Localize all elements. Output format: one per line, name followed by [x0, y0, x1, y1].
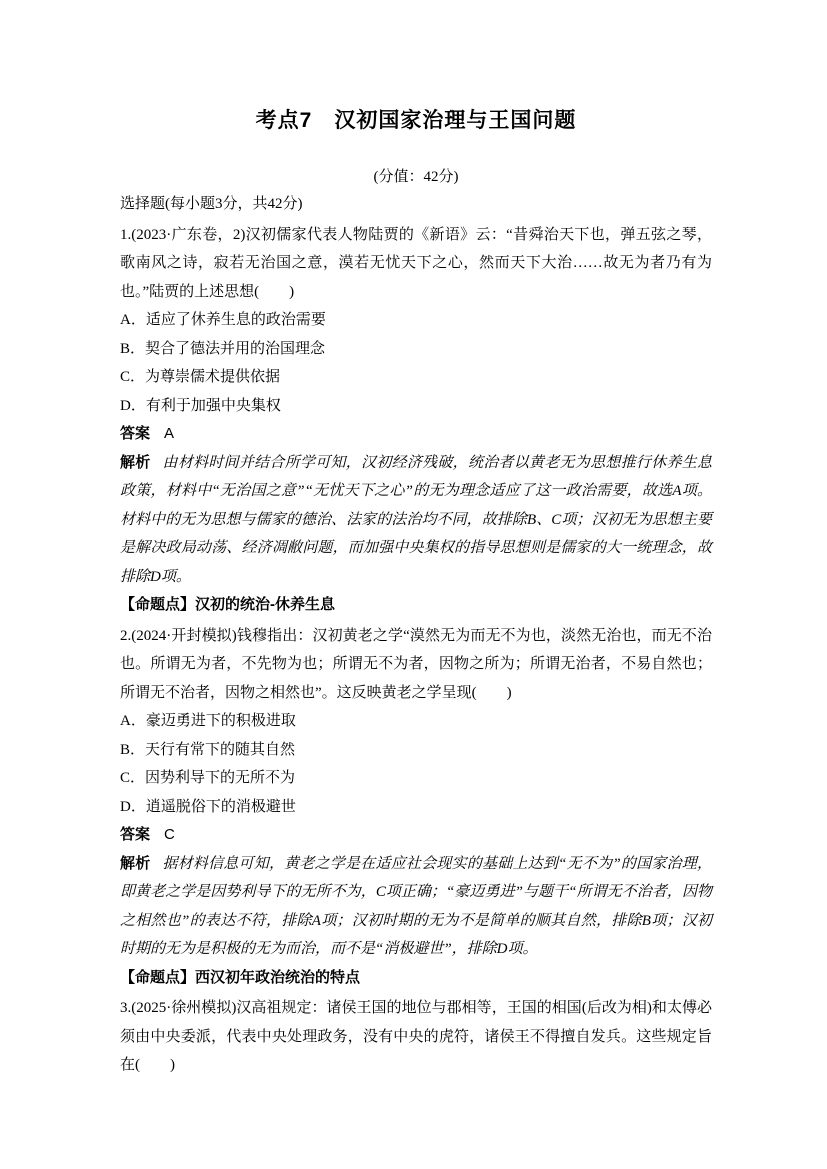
question-1-analysis	[120, 449, 712, 592]
question-1-option-c: C．为尊崇儒术提供依据	[120, 369, 281, 385]
question-block-2	[120, 622, 712, 993]
section-header: 选择题(每小题3分，共42分)	[120, 196, 303, 212]
question-2-point-line	[120, 964, 712, 993]
question-1-option-a: A．适应了休养生息的政治需要	[120, 312, 326, 328]
answer-value: A	[164, 425, 175, 442]
analysis-label: 解析	[120, 854, 151, 872]
answer-label: 答案	[120, 826, 151, 843]
question-1-option-b: B．契合了德法并用的治国理念	[120, 340, 326, 357]
question-2-option-c: C．因势利导下的无所不为	[120, 770, 296, 786]
analysis-text: 据材料信息可知，黄老之学是在适应社会现实的基础上达到“无不为”的国家治理，即黄老之学是因势利导下的无所不为，C项正确；“豪迈勇进”与题干“所谓无不治者，因物之相然也”的表达不符，排除A项；汉初时期的无为不是简单的顺其自然，排除B项；汉初时期的无为是积极的无为而治，而不是“消极避世”，排除D项。	[120, 855, 712, 957]
score-line: (分值：42分)	[373, 169, 459, 185]
page-title: 考点7 汉初国家治理与王国问题	[255, 109, 577, 132]
question-2-option-b: B．天行有常下的随其自然	[120, 741, 296, 758]
question-2-stem: 2.(2024·开封模拟)钱穆指出：汉初黄老之学“漠然无为而无不为也，淡然无治也，而无不治也。所谓无为者，不先物为也；所谓无不为者，因物之所为；所谓无治者，不易自然也；所谓无不治者，因物之相然也”。这反映黄老之学呈现( )	[120, 627, 712, 701]
question-block-1	[120, 221, 712, 620]
question-2-answer-row	[120, 821, 712, 850]
point-text: 汉初的统治-休养生息	[195, 596, 336, 613]
analysis-label: 解析	[120, 453, 151, 471]
question-2-option-a: A．豪迈勇进下的积极进取	[120, 713, 296, 729]
analysis-text: 由材料时间并结合所学可知，汉初经济残破，统治者以黄老无为思想推行休养生息政策，材料中“无治国之意”“无忧天下之心”的无为理念适应了这一政治需要，故选A项。材料中的无为思想与儒家的德治、法家的法治均不同，故排除B、C项；汉初无为思想主要是解决政局动荡、经济凋敝问题，而加强中央集权的指导思想则是儒家的大一统理念，故排除D项。	[120, 454, 712, 585]
question-1-option-d: D．有利于加强中央集权	[120, 397, 281, 414]
point-label: 【命题点】	[120, 596, 196, 613]
point-label: 【命题点】	[120, 968, 196, 986]
answer-value: C	[164, 826, 175, 843]
point-text: 西汉初年政治统治的特点	[195, 968, 361, 986]
question-1-stem: 1.(2023·广东卷，2)汉初儒家代表人物陆贾的《新语》云：“昔舜治天下也，弹五弦之琴，歌南风之诗，寂若无治国之意，漠若无忧天下之心，然而天下大治……故无为者乃有为也。”陆贾的上述思想( )	[120, 226, 712, 300]
question-2-option-d: D．逍遥脱俗下的消极避世	[120, 798, 296, 815]
question-1-answer-row	[120, 420, 712, 449]
question-3-stem: 3.(2025·徐州模拟)汉高祖规定：诸侯王国的地位与郡相等，王国的相国(后改为相)和太傅必须由中央委派，代表中央处理政务，没有中央的虎符，诸侯王不得擅自发兵。这些规定旨在( )	[120, 1000, 712, 1073]
answer-label: 答案	[120, 425, 151, 442]
question-2-analysis	[120, 850, 712, 964]
question-block-3	[120, 994, 712, 1080]
question-1-point-line	[120, 591, 712, 620]
